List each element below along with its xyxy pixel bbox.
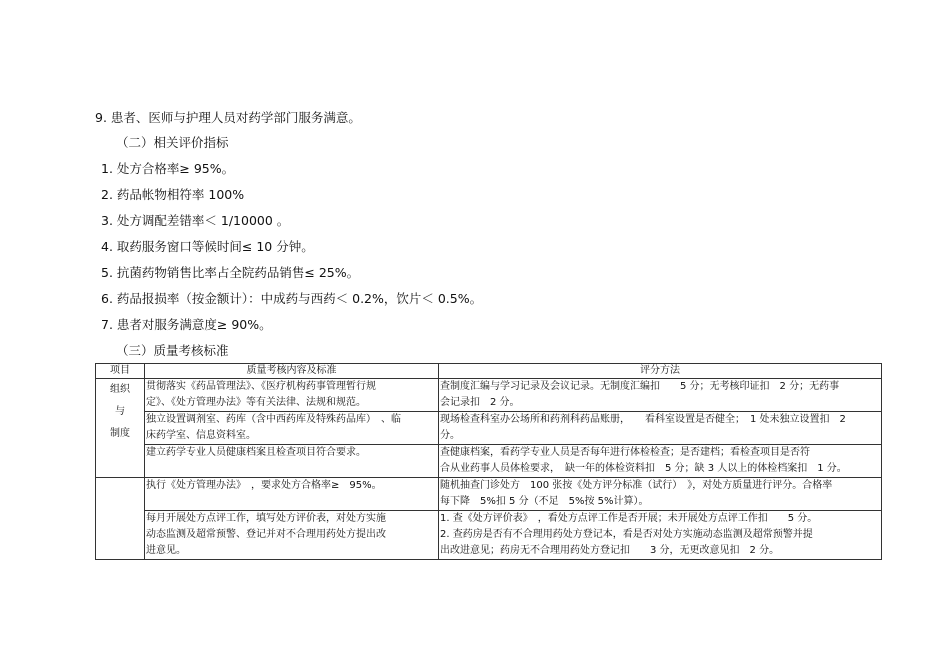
method-line: 1. 查《处方评价表》 ，看处方点评工作是否开展；未开展处方点评工作扣 5 分。: [440, 513, 818, 524]
intro-item-9: 9. 患者、医师与护理人员对药学部门服务满意。: [95, 110, 361, 125]
content-cell: [145, 511, 439, 560]
content-line: 床药学室、信息资料室。: [146, 430, 256, 441]
table-row: [96, 511, 882, 560]
method-cell: [439, 445, 882, 478]
item-label-line: 组织: [110, 384, 130, 395]
content-cell: [145, 478, 439, 511]
section-2-heading: （二）相关评价指标: [116, 135, 229, 150]
content-line: 定》、《处方管理办法》等有关法律、法规和规范。: [146, 397, 366, 408]
method-line: 出改进意见；药房无不合理用药处方登记扣 3 分，无更改意见扣 2 分。: [440, 545, 780, 556]
method-cell: [439, 379, 882, 412]
indicator-6: 6. 药品报损率（按金额计）：中成药与西药＜ 0.2%，饮片＜ 0.5%。: [101, 291, 483, 306]
indicator-3: 3. 处方调配差错率＜ 1/10000 。: [101, 213, 290, 228]
method-cell: [439, 412, 882, 445]
method-cell: [439, 511, 882, 560]
method-line: 2. 查药房是否有不合理用药处方登记本，看是否对处方实施动态监测及超常预警并提: [440, 529, 813, 540]
table-row: [96, 445, 882, 478]
indicator-7: 7. 患者对服务满意度≥ 90%。: [101, 317, 272, 332]
method-line: 现场检查科室办公场所和药剂科药品账册， 看科室设置是否健全； 1 处未独立设置扣 2: [440, 414, 846, 425]
table-row: [96, 412, 882, 445]
table-row: [96, 379, 882, 412]
content-line: 进意见。: [146, 545, 186, 556]
header-content: 质量考核内容及标准: [145, 364, 439, 379]
indicator-2: 2. 药品帐物相符率 100%: [101, 187, 245, 202]
item-label-line: 与: [115, 406, 125, 417]
method-line: 每下降 5%扣 5 分（不足 5%按 5%计算）。: [440, 496, 649, 507]
indicator-5: 5. 抗菌药物销售比率占全院药品销售≤ 25%。: [101, 265, 360, 280]
method-line: 查制度汇编与学习记录及会议记录。无制度汇编扣 5 分；无考核印证扣 2 分；无药事: [440, 381, 840, 392]
content-cell: [145, 412, 439, 445]
method-cell: [439, 478, 882, 511]
item-label-line: 制度: [110, 428, 130, 439]
method-line: 查健康档案，看药学专业人员是否每年进行体检检查；是否建档；看检查项目是否符: [440, 447, 810, 458]
content-line: 每月开展处方点评工作，填写处方评价表，对处方实施: [146, 513, 386, 524]
item-cell-empty: [96, 478, 145, 560]
indicator-4: 4. 取药服务窗口等候时间≤ 10 分钟。: [101, 239, 314, 254]
content-line: 建立药学专业人员健康档案且检查项目符合要求。: [146, 447, 366, 458]
method-line: 会记录扣 2 分。: [440, 397, 520, 408]
method-line: 随机抽查门诊处方 100 张按《处方评分标准（试行） 》，对处方质量进行评分。合格率: [440, 480, 833, 491]
content-cell: [145, 445, 439, 478]
content-line: 贯彻落实《药品管理法》、《医疗机构药事管理暂行规: [146, 381, 376, 392]
quality-standards-table: [95, 363, 882, 560]
table-header-row: [96, 364, 882, 379]
method-line: 合从业药事人员体检要求， 缺一年的体检资料扣 5 分；缺 3 人以上的体检档案扣 1 分。: [440, 463, 847, 474]
content-line: 动态监测及超常预警、登记并对不合理用药处方提出改: [146, 529, 386, 540]
content-line: 执行《处方管理办法》 ，要求处方合格率≥ 95%。: [146, 480, 382, 491]
header-method: 评分方法: [439, 364, 882, 379]
content-line: 独立设置调剂室、药库（含中西药库及特殊药品库） 、临: [146, 414, 401, 425]
table-row: [96, 478, 882, 511]
item-cell-organization: [96, 379, 145, 478]
section-3-heading: （三）质量考核标准: [116, 343, 229, 358]
header-item: 项目: [96, 364, 145, 379]
indicator-1: 1. 处方合格率≥ 95%。: [101, 161, 235, 176]
content-cell: [145, 379, 439, 412]
method-line: 分。: [440, 430, 460, 441]
